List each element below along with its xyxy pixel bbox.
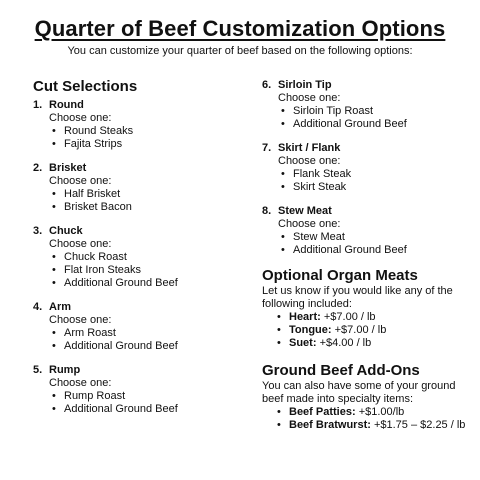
option-list: [33, 188, 238, 214]
option-item: • Rump Roast: [49, 390, 238, 403]
option-item: • Additional Ground Beef: [278, 244, 474, 257]
item-name: Chuck: [49, 225, 83, 237]
choose-label: Choose one:: [278, 92, 341, 104]
page-subtitle: You can customize your quarter of beef based on the following options:: [67, 45, 413, 57]
choose-label: Choose one:: [278, 155, 341, 167]
ground-beef-addons-heading: Ground Beef Add-Ons: [262, 362, 420, 379]
option-item: • Additional Ground Beef: [278, 118, 474, 131]
item-number: 5.: [33, 364, 43, 376]
cut-item-chuck: [33, 224, 238, 290]
organ-meat-price: +$4.00 / lb: [319, 337, 372, 349]
choose-label: Choose one:: [49, 314, 112, 326]
organ-meat-label: Suet:: [289, 337, 317, 349]
ground-beef-addons-list: [262, 406, 474, 432]
option-item: • Sirloin Tip Roast: [278, 105, 474, 118]
addon-item: [274, 419, 474, 432]
option-list: [262, 168, 474, 194]
organ-meats-list-wrap: [262, 311, 474, 350]
option-list: [33, 327, 238, 353]
option-item: • Half Brisket: [49, 188, 238, 201]
choose-label: Choose one:: [49, 238, 112, 250]
cut-item-stew-meat: [262, 204, 474, 257]
option-list: [262, 231, 474, 257]
option-item: • Flat Iron Steaks: [49, 264, 238, 277]
item-name: Sirloin Tip: [278, 79, 332, 91]
option-item: • Brisket Bacon: [49, 201, 238, 214]
option-item: • Additional Ground Beef: [49, 277, 238, 290]
addon-label: Beef Bratwurst:: [289, 419, 371, 431]
item-name: Stew Meat: [278, 205, 332, 217]
option-item: • Flank Steak: [278, 168, 474, 181]
option-item: • Skirt Steak: [278, 181, 474, 194]
item-number: 6.: [262, 79, 272, 91]
choose-label: Choose one:: [49, 175, 112, 187]
page-title: Quarter of Beef Customization Options: [34, 16, 446, 41]
option-item: • Arm Roast: [49, 327, 238, 340]
option-item: • Fajita Strips: [49, 138, 238, 151]
organ-meat-label: Tongue:: [289, 324, 332, 336]
cut-item-brisket: [33, 161, 238, 214]
item-name: Arm: [49, 301, 72, 313]
cut-item-rump: [33, 363, 238, 416]
option-item: • Chuck Roast: [49, 251, 238, 264]
addon-price: +$1.75 – $2.25 / lb: [373, 419, 466, 431]
right-column: [262, 78, 474, 432]
ground-beef-addons-list-wrap: [262, 406, 474, 432]
item-number: 3.: [33, 225, 43, 237]
item-number: 7.: [262, 142, 272, 154]
choose-label: Choose one:: [49, 112, 112, 124]
item-name: Brisket: [49, 162, 87, 174]
choose-label: Choose one:: [49, 377, 112, 389]
organ-meats-intro: Let us know if you would like any of the following included:: [262, 285, 453, 310]
item-number: 1.: [33, 99, 43, 111]
option-list: [33, 390, 238, 416]
cut-item-skirt-flank: [262, 141, 474, 194]
addon-price: +$1.00/lb: [358, 406, 405, 418]
option-item: • Stew Meat: [278, 231, 474, 244]
item-number: 2.: [33, 162, 43, 174]
left-column: [33, 78, 238, 426]
option-list: [33, 251, 238, 290]
organ-meat-item: [274, 337, 474, 350]
cut-item-arm: [33, 300, 238, 353]
organ-meat-label: Heart:: [289, 311, 321, 323]
option-item: • Round Steaks: [49, 125, 238, 138]
option-item: • Additional Ground Beef: [49, 403, 238, 416]
cut-selections-heading: Cut Selections: [33, 78, 138, 95]
organ-meat-item: [274, 324, 474, 337]
cut-item-sirloin-tip: [262, 78, 474, 131]
choose-label: Choose one:: [278, 218, 341, 230]
cut-item-round: [33, 98, 238, 151]
item-name: Skirt / Flank: [278, 142, 341, 154]
item-name: Round: [49, 99, 84, 111]
option-list: [33, 125, 238, 151]
organ-meat-price: +$7.00 / lb: [334, 324, 387, 336]
option-item: • Additional Ground Beef: [49, 340, 238, 353]
organ-meats-heading: Optional Organ Meats: [262, 267, 418, 284]
organ-meats-list: [262, 311, 474, 350]
organ-meat-price: +$7.00 / lb: [323, 311, 376, 323]
organ-meat-item: [274, 311, 474, 324]
item-number: 8.: [262, 205, 272, 217]
addon-item: [274, 406, 474, 419]
option-list: [262, 105, 474, 131]
ground-beef-addons-intro: You can also have some of your ground beef made into specialty items:: [262, 380, 456, 405]
item-name: Rump: [49, 364, 81, 376]
item-number: 4.: [33, 301, 43, 313]
addon-label: Beef Patties:: [289, 406, 356, 418]
